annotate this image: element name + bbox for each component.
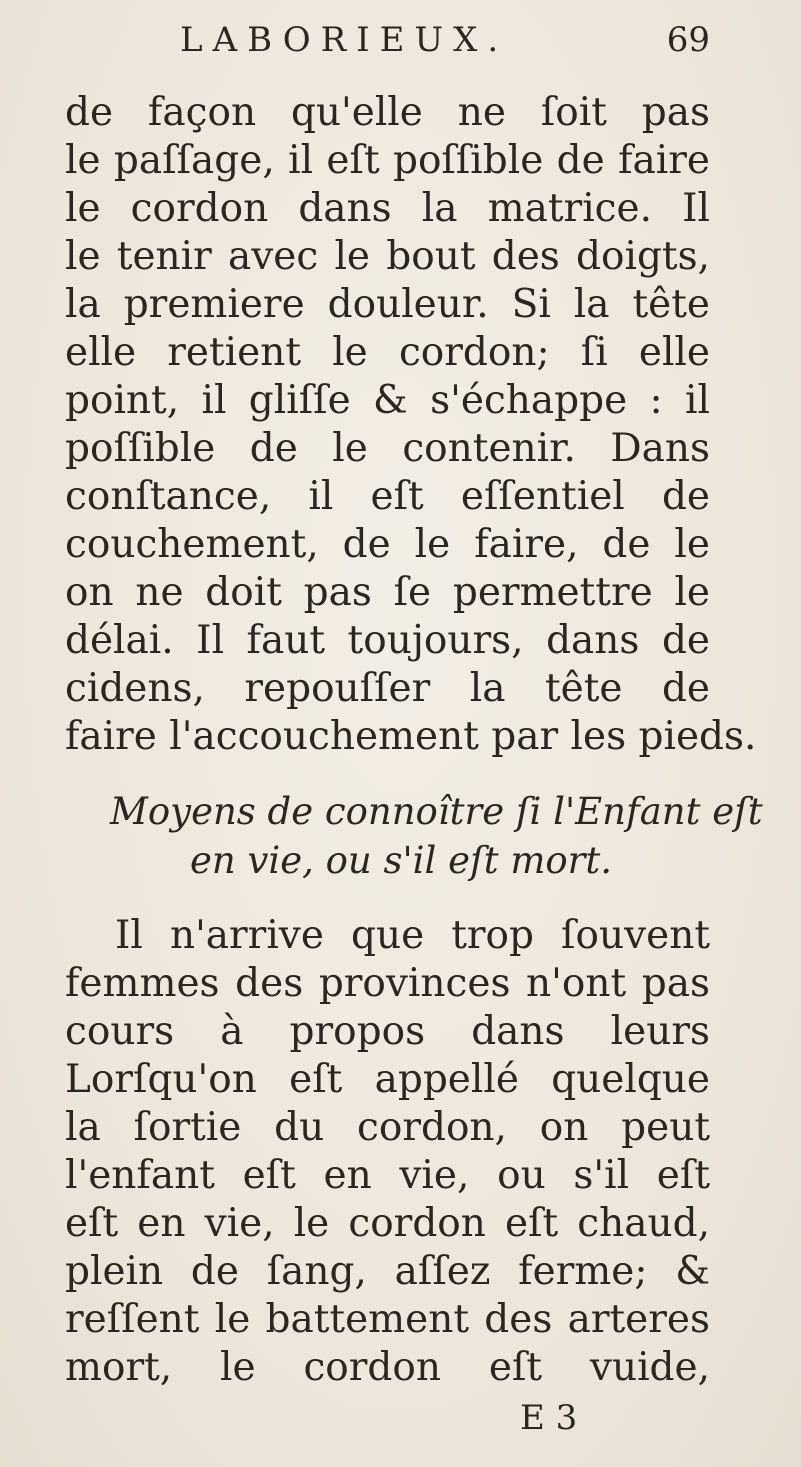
section-heading: Moyens de connoître ſi l'Enfant eſt bbox=[110, 790, 763, 833]
running-title: LABORIEUX. bbox=[180, 20, 509, 60]
text-line: reſſent le battement des arteres bbox=[65, 1297, 710, 1342]
text-line: le paſſage, il eſt poſſible de faire bbox=[65, 138, 710, 183]
text-line: mort, le cordon eſt vuide, bbox=[65, 1345, 710, 1390]
text-line: poſſible de le contenir. Dans bbox=[65, 426, 710, 471]
text-line: le tenir avec le bout des doigts, bbox=[65, 234, 710, 279]
text-line: elle retient le cordon; ſi elle bbox=[65, 330, 710, 375]
text-line: eſt en vie, le cordon eſt chaud, bbox=[65, 1201, 710, 1246]
text-line: on ne doit pas ſe permettre le bbox=[65, 570, 710, 615]
page-header bbox=[180, 18, 710, 62]
text-line: couchement, de le faire, de le bbox=[65, 522, 710, 567]
text-line: faire l'accouchement par les pieds. bbox=[65, 714, 757, 759]
text-line: l'enfant eſt en vie, ou s'il eſt bbox=[65, 1153, 710, 1198]
section-heading: en vie, ou s'il eſt mort. bbox=[190, 839, 612, 882]
text-line: point, il gliſſe & s'échappe : il bbox=[65, 378, 710, 423]
text-line: délai. Il faut toujours, dans de bbox=[65, 618, 710, 663]
text-line: femmes des provinces n'ont pas bbox=[65, 961, 710, 1006]
signature-mark: E 3 bbox=[520, 1398, 578, 1438]
text-line: le cordon dans la matrice. Il bbox=[65, 186, 710, 231]
text-line: la ſortie du cordon, on peut bbox=[65, 1105, 710, 1150]
text-line: de façon qu'elle ne ſoit pas bbox=[65, 90, 710, 135]
text-line: Il n'arrive que trop ſouvent bbox=[115, 913, 710, 958]
text-line: cidens, repouſſer la tête de bbox=[65, 666, 710, 711]
text-line: conſtance, il eſt eſſentiel de bbox=[65, 474, 710, 519]
text-line: la premiere douleur. Si la tête bbox=[65, 282, 710, 327]
text-line: cours à propos dans leurs bbox=[65, 1009, 710, 1054]
text-line: plein de ſang, aſſez ferme; & bbox=[65, 1249, 710, 1294]
page-number: 69 bbox=[666, 20, 710, 60]
text-line: Lorſqu'on eſt appellé quelque bbox=[65, 1057, 710, 1102]
